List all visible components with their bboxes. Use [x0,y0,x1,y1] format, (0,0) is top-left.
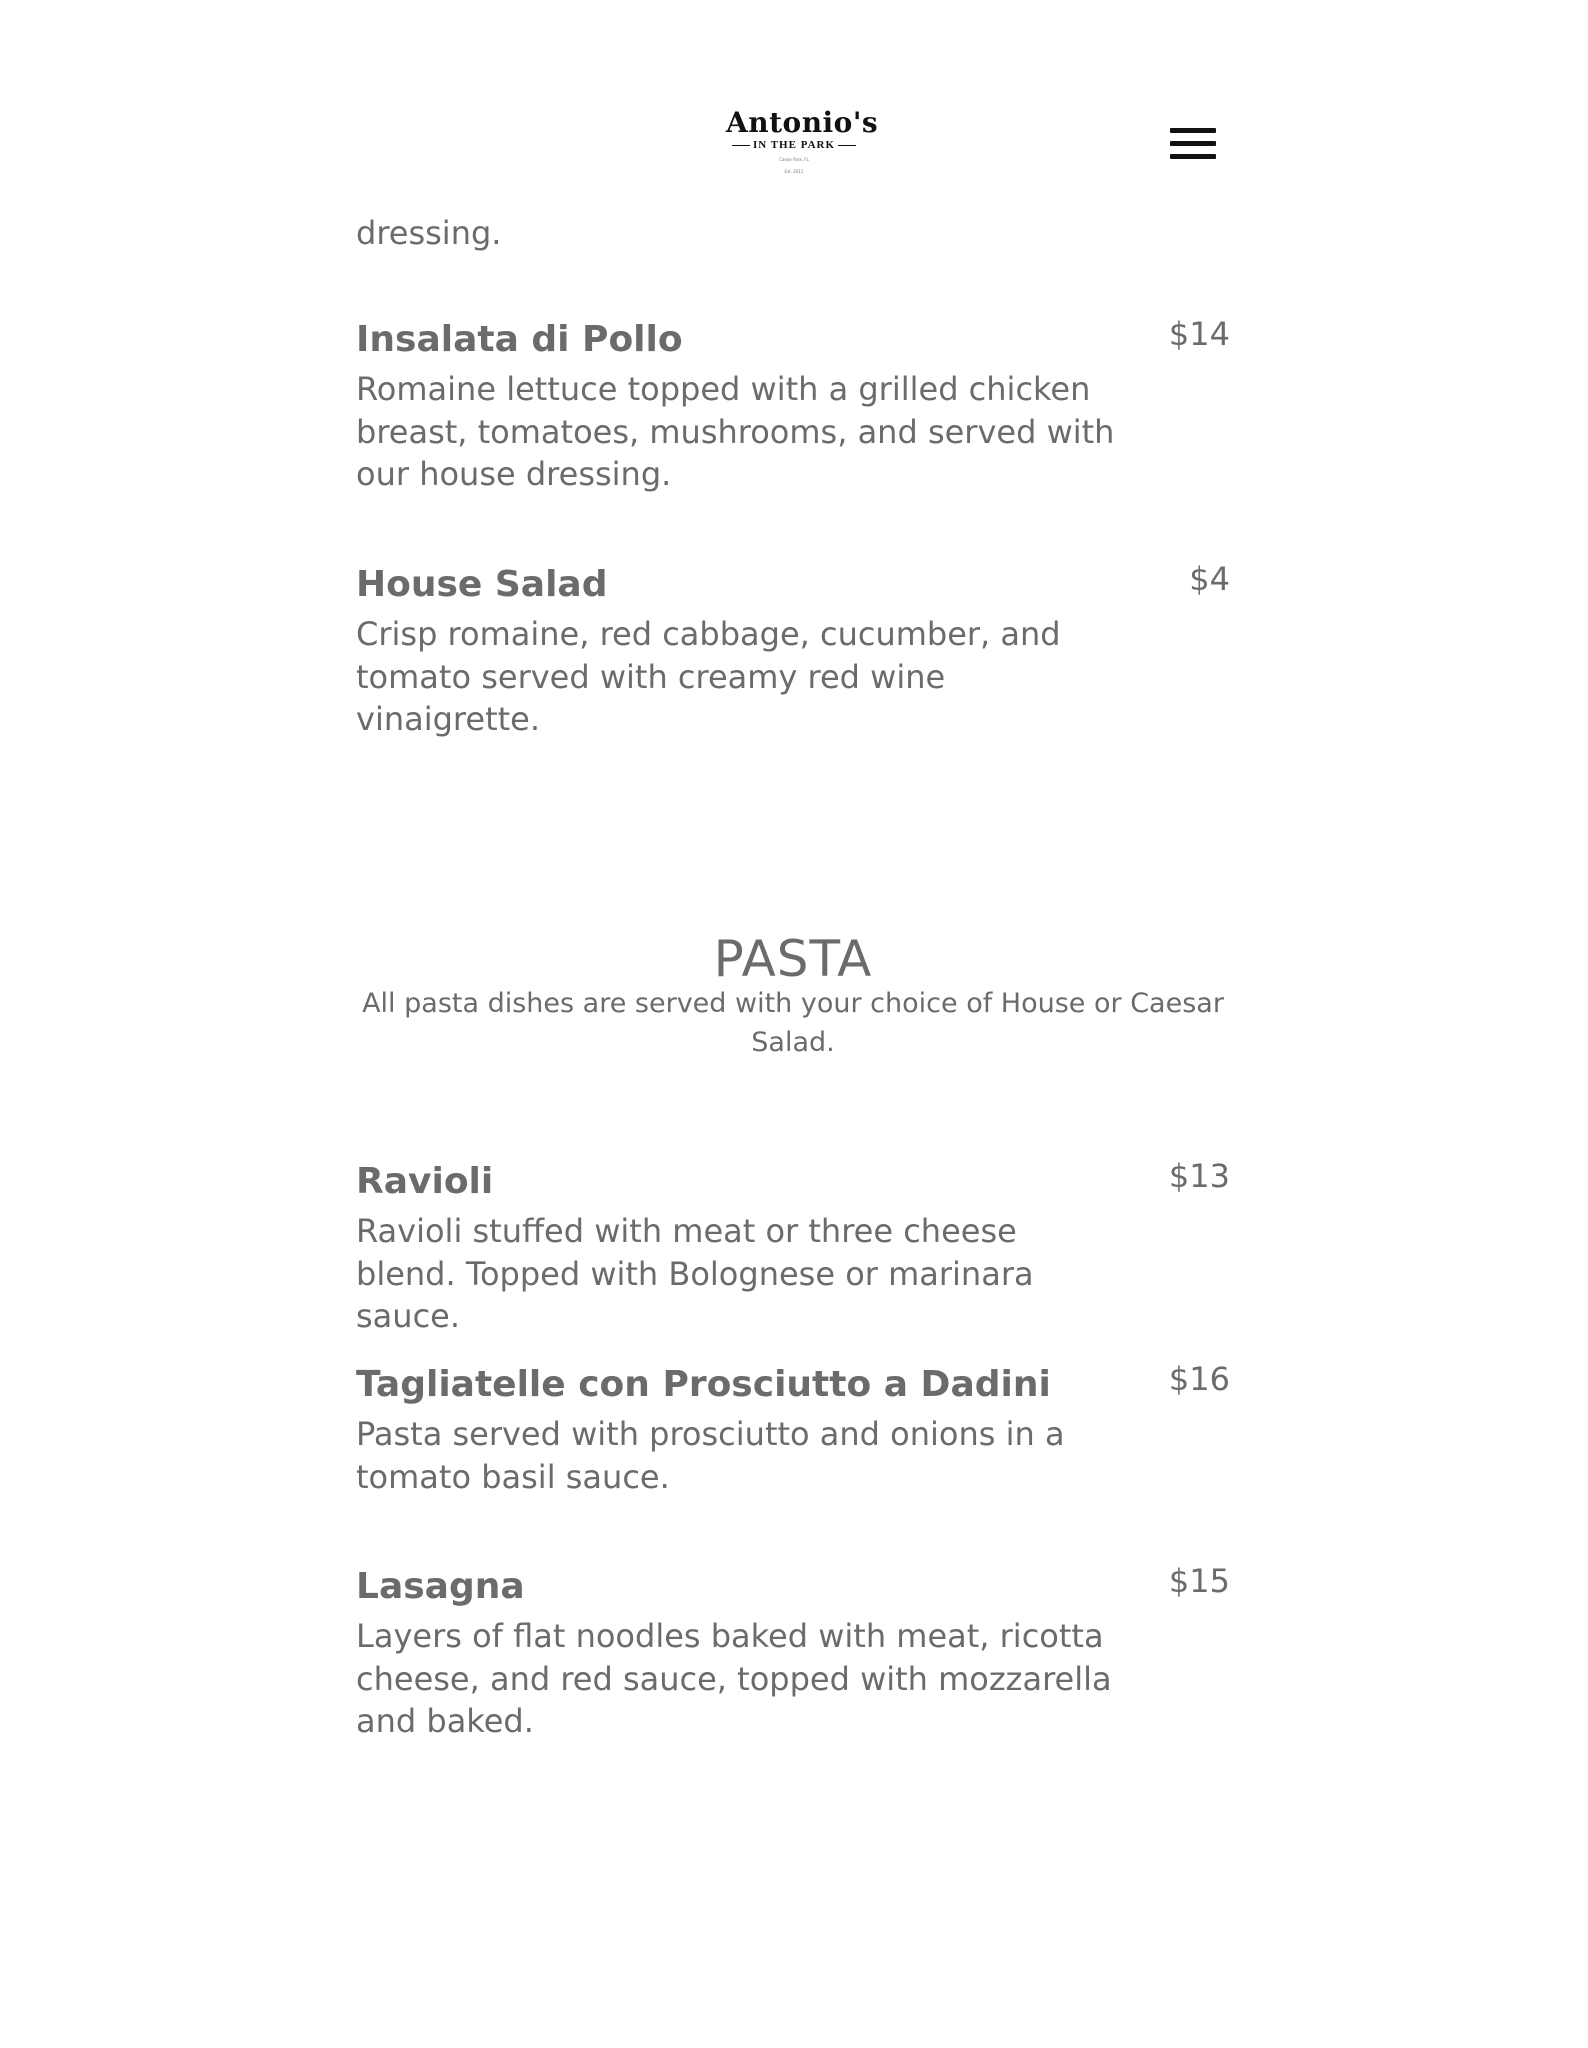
item-description: Ravioli stuffed with meat or three cheese blend. Topped with Bolognese or marinara sauce. [356,1212,1034,1335]
logo-subtitle [726,139,862,151]
menu-bar-bottom [1170,154,1216,159]
item-price: $4 [1189,560,1230,598]
menu-bar-top [1170,128,1216,133]
menu-item-insalata-di-pollo [356,315,1230,496]
site-header [0,0,1588,200]
item-description: Pasta served with prosciutto and onions in a tomato basil sauce. [356,1415,1065,1496]
logo-established: Est. 2011 [784,169,804,174]
item-description: Layers of flat noodles baked with meat, ricotta cheese, and red sauce, topped with mozzarella and baked. [356,1617,1112,1740]
menu-item-tagliatelle [356,1360,1230,1498]
hamburger-menu-icon[interactable] [1170,126,1216,162]
restaurant-logo[interactable] [726,106,879,175]
menu-item-lasagna [356,1562,1230,1743]
logo-rule-right [838,145,856,146]
menu-item-house-salad [356,560,1230,741]
section-title-pasta: PASTA [713,930,873,988]
section-note-pasta: All pasta dishes are served with your choice of House or Caesar Salad. [362,988,1224,1058]
menu-item-ravioli [356,1157,1230,1338]
item-name: House Salad [356,564,608,605]
item-name: Tagliatelle con Prosciutto a Dadini [356,1364,1051,1405]
item-price: $13 [1168,1157,1230,1195]
item-price: $16 [1168,1360,1230,1398]
logo-name: Antonio's [726,106,879,139]
item-price: $14 [1168,315,1230,353]
item-name: Ravioli [356,1161,494,1202]
logo-subtitle-text: IN THE PARK [752,139,836,151]
item-price: $15 [1168,1562,1230,1600]
logo-rule-left [732,145,750,146]
menu-bar-middle [1170,141,1216,146]
previous-item-description-fragment: dressing. [356,214,502,252]
item-description: Romaine lettuce topped with a grilled chicken breast, tomatoes, mushrooms, and served with our house dressing. [356,370,1115,493]
item-name: Insalata di Pollo [356,319,683,360]
item-name: Lasagna [356,1566,525,1607]
item-description: Crisp romaine, red cabbage, cucumber, and tomato served with creamy red wine vinaigrette. [356,615,1061,738]
logo-location: Canoe Park, FL [779,157,809,162]
